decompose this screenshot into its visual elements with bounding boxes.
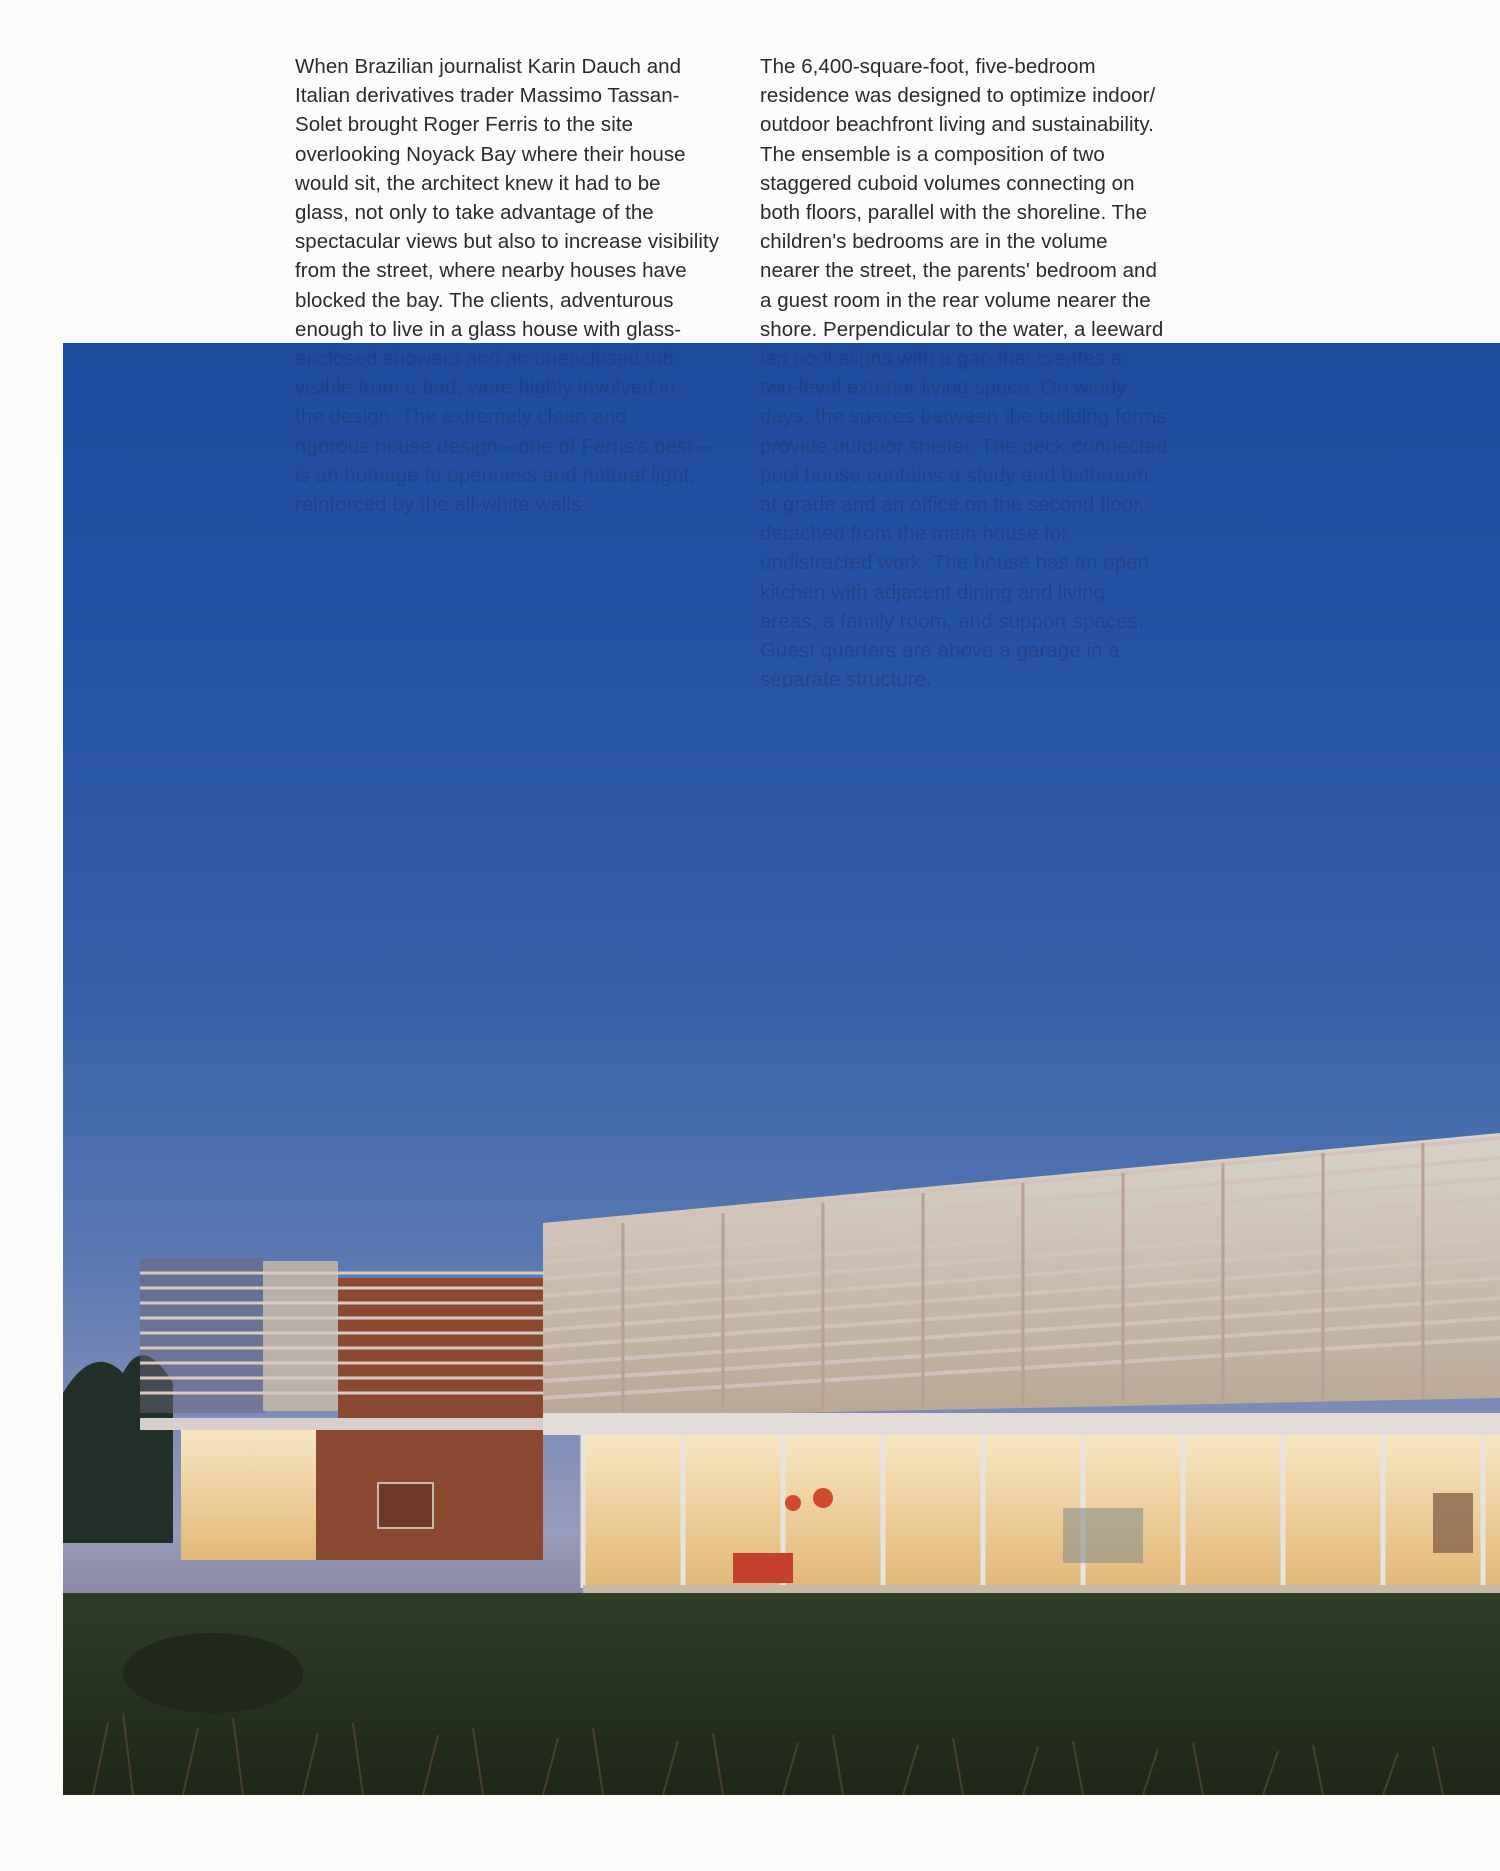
text-line: kitchen with adjacent dining and living bbox=[760, 580, 1105, 604]
article-column-right bbox=[760, 52, 1200, 694]
left-wing bbox=[140, 1258, 543, 1560]
text-line: areas, a family room, and support spaces. bbox=[760, 609, 1144, 633]
article-column-left bbox=[295, 52, 735, 519]
text-line: pool house contains a study and bathroom bbox=[760, 463, 1149, 487]
main-volume bbox=[543, 1133, 1500, 1593]
text-line: Solet brought Roger Ferris to the site bbox=[295, 113, 634, 137]
red-stools bbox=[733, 1553, 793, 1583]
text-line: reinforced by the all-white walls. bbox=[295, 493, 588, 517]
text-line: is an homage to openness and natural light, bbox=[295, 463, 695, 487]
shrub bbox=[123, 1633, 303, 1713]
text-line: would sit, the architect knew it had to be bbox=[295, 171, 661, 195]
text-line: from the street, where nearby houses have bbox=[295, 259, 687, 283]
text-line: When Brazilian journalist Karin Dauch and bbox=[295, 55, 682, 78]
text-line: shore. Perpendicular to the water, a leeward bbox=[760, 317, 1164, 341]
text-line: at grade and an office on the second floor, bbox=[760, 493, 1145, 517]
text-line: undistracted work. The house has an open bbox=[760, 551, 1150, 575]
text-line: glass, not only to take advantage of the bbox=[295, 201, 654, 225]
text-line: Guest quarters are above a garage in a bbox=[760, 639, 1120, 663]
text-line: a guest room in the rear volume nearer the bbox=[760, 288, 1151, 312]
text-line: overlooking Noyack Bay where their house bbox=[295, 142, 686, 166]
slab-edge bbox=[140, 1418, 543, 1430]
text-line: spectacular views but also to increase visibility bbox=[295, 230, 720, 254]
text-line: two-level exterior living space. On windy bbox=[760, 376, 1127, 400]
text-line: residence was designed to optimize indoor/ bbox=[760, 84, 1156, 108]
text-line: nearer the street, the parents' bedroom and bbox=[760, 259, 1157, 283]
text-line: The ensemble is a composition of two bbox=[760, 142, 1105, 166]
text-line: separate structure. bbox=[760, 668, 932, 692]
text-line: days, the spaces between the building forms bbox=[760, 405, 1167, 429]
text-line: enclosed showers and an unenclosed tub bbox=[295, 347, 675, 371]
text-line: lap pool aligns with a gap that creates a bbox=[760, 347, 1123, 371]
text-line: enough to live in a glass house with glass- bbox=[295, 317, 682, 341]
text-line: The 6,400-square-foot, five-bedroom bbox=[760, 55, 1096, 78]
text-line: provide outdoor shelter. The deck-connected bbox=[760, 434, 1168, 458]
text-line: Italian derivatives trader Massimo Tassan- bbox=[295, 84, 680, 108]
text-line: detached from the main house for bbox=[760, 522, 1069, 546]
text-line: visible from a bed, were highly involved in bbox=[295, 376, 676, 400]
text-line: the design. The extremely clean and bbox=[295, 405, 627, 429]
text-line: children's bedrooms are in the volume bbox=[760, 230, 1108, 254]
text-line: blocked the bay. The clients, adventurous bbox=[295, 288, 674, 312]
text-line: outdoor beachfront living and sustainability. bbox=[760, 113, 1154, 137]
main-slab bbox=[543, 1413, 1500, 1435]
text-line: staggered cuboid volumes connecting on bbox=[760, 171, 1135, 195]
text-line: rigorous house design—one of Ferris's best— bbox=[295, 434, 714, 458]
text-line: both floors, parallel with the shoreline. The bbox=[760, 201, 1148, 225]
ground-floor-glass bbox=[583, 1435, 1500, 1585]
lit-window bbox=[181, 1430, 316, 1560]
